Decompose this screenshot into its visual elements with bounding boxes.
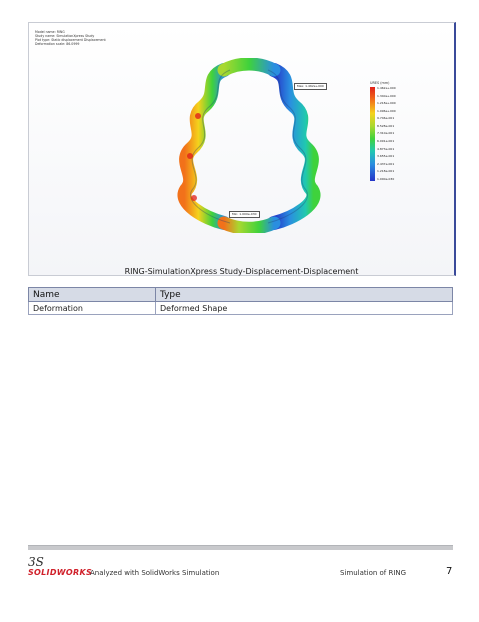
legend-ticks <box>377 87 396 181</box>
legend-tick-label: 4.873e-001 <box>377 146 395 151</box>
solidworks-logo <box>28 555 93 577</box>
analyzed-with-text: Analyzed with SolidWorks Simulation <box>90 569 220 577</box>
legend-tick-label: 6.091e-001 <box>377 139 395 144</box>
table-header-row <box>29 288 453 302</box>
legend-tick-label: 2.437e-001 <box>377 161 395 166</box>
figure-caption: RING-SimulationXpress Study-Displacement-Displacement <box>124 267 359 276</box>
min-callout: Min: 1.000e-030 <box>229 211 260 218</box>
legend-tick-label: 3.655e-001 <box>377 154 395 159</box>
page-number: 7 <box>446 566 453 577</box>
simulation-name: Simulation of RING <box>340 569 407 577</box>
model-info-line: Model name: RING <box>35 30 65 34</box>
legend-tick-label: 1.218e+000 <box>377 101 396 106</box>
cell-type: Deformed Shape <box>156 302 453 315</box>
ring-top-strip <box>224 64 274 70</box>
ring-left-strip <box>185 70 224 223</box>
model-info <box>35 30 106 46</box>
legend-tick-label: 1.340e+000 <box>377 93 396 98</box>
header-name: Name <box>29 288 156 302</box>
legend-tick-label: 9.746e-001 <box>377 116 395 121</box>
result-plot-figure <box>28 22 456 276</box>
table-row <box>29 302 453 315</box>
legend-tick-label: 8.528e-001 <box>377 123 395 128</box>
ds-logo-icon: 3S <box>28 555 44 569</box>
legend-tick-label: 1.096e+000 <box>377 108 396 113</box>
legend-color-bar <box>370 87 375 181</box>
results-table <box>28 287 453 315</box>
legend-title: URES (mm) <box>370 81 390 85</box>
page-footer <box>28 557 453 581</box>
legend-tick-label: 1.000e-030 <box>377 176 395 181</box>
model-info-line: Deformation scale: 86.0999 <box>35 42 80 46</box>
max-callout: Max: 1.462e+000 <box>294 83 327 90</box>
legend-tick-label: 1.218e-001 <box>377 169 395 174</box>
ring-bottom-strip <box>224 223 274 228</box>
model-info-line: Plot type: Static displacement Displacement <box>35 38 106 42</box>
ring-right-strip <box>274 70 313 223</box>
model-info-line: Study name: SimulationXpress Study <box>35 34 95 38</box>
color-legend <box>370 81 396 181</box>
header-type: Type <box>156 288 453 302</box>
logo-wordmark: SOLIDWORKS <box>28 568 93 577</box>
legend-tick-label: 7.310e-001 <box>377 131 395 136</box>
footer-divider <box>28 545 453 550</box>
legend-tick-label: 1.462e+000 <box>377 86 396 90</box>
cell-name: Deformation <box>29 302 156 315</box>
